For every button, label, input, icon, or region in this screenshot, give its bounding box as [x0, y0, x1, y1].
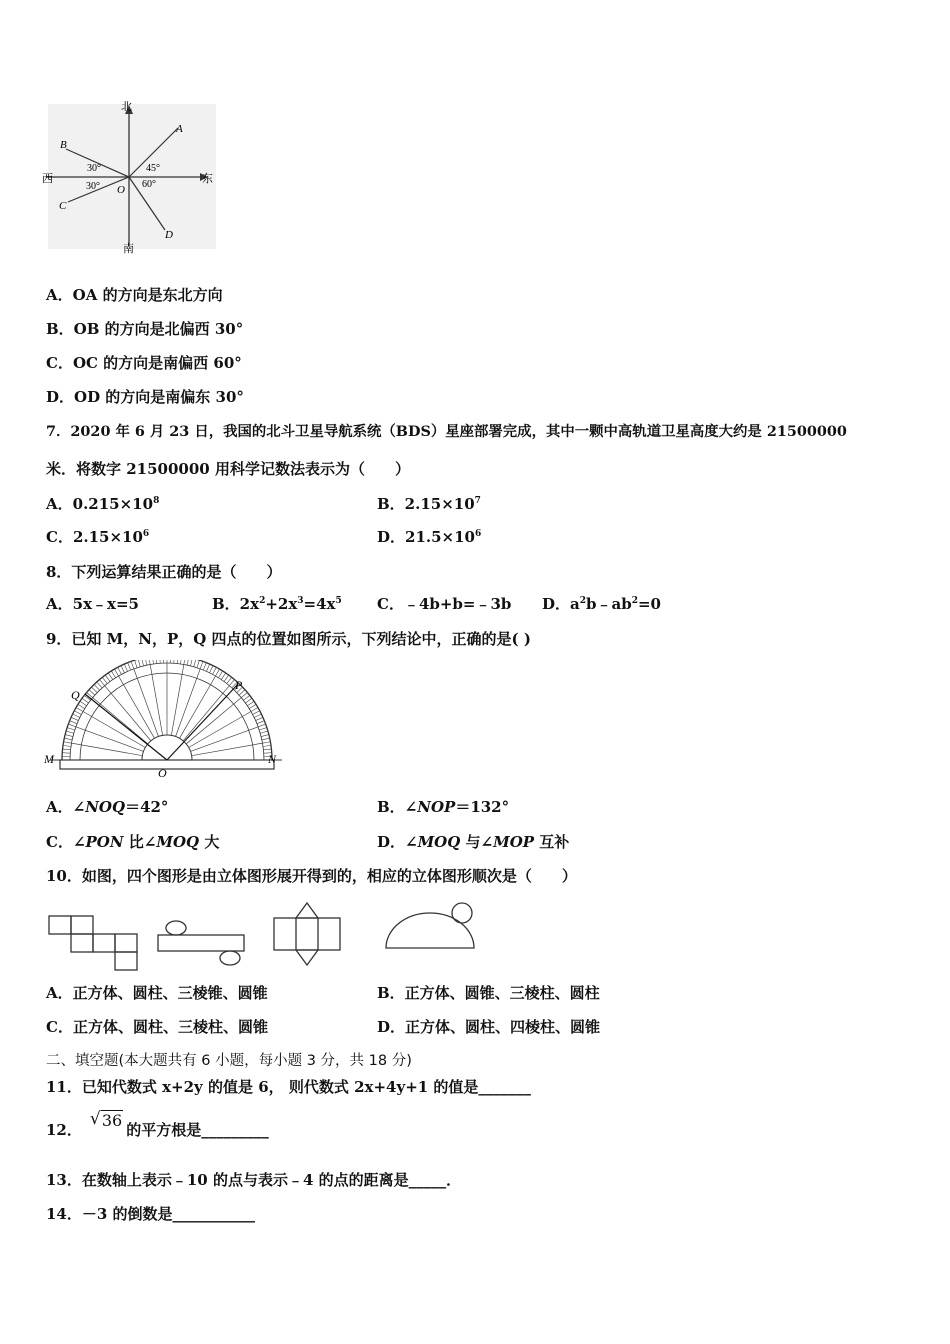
protractor-tick	[259, 728, 267, 730]
protractor-tick	[177, 660, 178, 664]
point-q-label: Q	[71, 688, 80, 702]
protractor-tick	[87, 693, 93, 698]
protractor-tick	[138, 660, 140, 667]
point-a-label: A	[176, 123, 183, 135]
protractor-tick	[111, 671, 115, 678]
protractor-tick	[62, 753, 70, 754]
south-label: 南	[123, 243, 134, 255]
sqrt-expression: √ 36	[89, 1109, 123, 1130]
q10-option-a: A．正方体、圆柱、三棱锥、圆锥	[46, 984, 268, 1002]
q12	[46, 1109, 269, 1140]
point-o-label: O	[158, 766, 167, 780]
protractor-tick	[76, 708, 83, 712]
protractor-tick	[70, 721, 77, 724]
protractor-tick	[121, 666, 125, 673]
point-d-label: D	[165, 229, 173, 241]
protractor-tick	[102, 677, 107, 683]
angle-label: 60°	[142, 179, 156, 190]
east-label: 东	[202, 173, 213, 185]
protractor-tick	[152, 660, 153, 664]
q7-option-b: B．$2.15\times 10^7$	[377, 495, 481, 513]
q9-option-d: D．∠MOQ 与∠MOP 互补	[377, 833, 570, 851]
protractor-tick	[89, 690, 95, 695]
protractor-spoke	[71, 743, 142, 756]
cone-net	[386, 903, 474, 948]
protractor-tick	[243, 695, 249, 700]
protractor-tick	[206, 664, 209, 671]
protractor-tick	[213, 667, 217, 674]
protractor-tick	[80, 701, 87, 705]
angle-label: 30°	[86, 181, 100, 192]
angle-label: 30°	[87, 163, 101, 174]
protractor-tick	[190, 660, 192, 666]
protractor-tick	[221, 673, 225, 680]
protractor-tick	[180, 660, 181, 664]
protractor-tick	[262, 738, 270, 740]
protractor-tick	[263, 742, 271, 743]
protractor-figure	[42, 660, 287, 780]
north-label: 北	[121, 101, 132, 113]
protractor-tick	[187, 660, 189, 665]
compass-diagram	[40, 96, 220, 256]
protractor-tick	[65, 735, 73, 737]
q10-option-d: D．正方体、圆柱、四棱柱、圆锥	[377, 1018, 601, 1036]
protractor-tick	[210, 666, 214, 673]
point-p-label: P	[235, 678, 243, 692]
protractor-tick	[118, 667, 122, 674]
q6-option-b: B．OB 的方向是北偏西 30°	[46, 320, 244, 338]
protractor-tick	[149, 660, 150, 664]
cube-net	[49, 916, 137, 970]
protractor-tick	[67, 728, 75, 730]
west-label: 西	[42, 173, 53, 185]
protractor-tick	[194, 660, 196, 667]
protractor-tick	[71, 717, 78, 720]
protractor-tick	[216, 669, 220, 676]
protractor-tick	[174, 660, 175, 663]
protractor-tick	[145, 660, 147, 665]
protractor-tick	[224, 675, 229, 681]
q9-stem: 9．已知 M，N，P，Q 四点的位置如图所示，下列结论中，正确的是( )	[46, 630, 531, 648]
protractor-tick	[91, 687, 97, 693]
protractor-spoke	[176, 669, 201, 737]
protractor-tick	[64, 742, 72, 743]
protractor-spoke	[76, 727, 144, 752]
protractor-tick	[227, 677, 232, 683]
q12-number: 12．	[46, 1121, 82, 1139]
q9-option-c: C．∠PON 比∠MOQ 大	[46, 833, 220, 851]
protractor-tick	[241, 693, 247, 698]
protractor-tick	[131, 661, 134, 669]
protractor-tick	[105, 675, 110, 681]
q6-option-c: C．OC 的方向是南偏西 60°	[46, 354, 242, 372]
protractor-tick	[100, 680, 105, 686]
protractor-tick	[184, 660, 185, 664]
q7-option-a: A．$0.215\times 10^8$	[46, 495, 160, 513]
protractor-tick	[97, 682, 102, 688]
protractor-tick	[197, 660, 199, 668]
protractor-spoke	[134, 669, 159, 737]
cylinder-net	[158, 921, 244, 965]
protractor-tick	[253, 711, 260, 715]
protractor-spoke	[119, 676, 155, 738]
q8-stem: 8．下列运算结果正确的是（ ）	[46, 563, 282, 581]
point-o-label: O	[117, 184, 125, 196]
q11: 11．已知代数式 x+2y 的值是 6， 则代数式 2x+4y+1 的值是_______	[46, 1078, 531, 1096]
protractor-tick	[108, 673, 112, 680]
q9-option-b: B．∠NOP＝132°	[377, 798, 510, 816]
protractor-diagram	[42, 660, 287, 780]
q14: 14．－3 的倒数是___________	[46, 1205, 256, 1223]
protractor-tick	[247, 701, 254, 705]
point-m-label: M	[44, 752, 54, 766]
q13: 13．在数轴上表示﹣10 的点与表示﹣4 的点的距离是_____．	[46, 1171, 462, 1189]
protractor-tick	[260, 731, 268, 733]
protractor-tick	[68, 724, 76, 727]
protractor-tick	[203, 663, 206, 670]
protractor-spoke	[190, 727, 258, 752]
protractor-spoke	[171, 664, 184, 735]
angle-label: 45°	[146, 163, 160, 174]
protractor-tick	[251, 708, 258, 712]
protractor-tick	[73, 714, 80, 718]
protractor-tick	[229, 680, 234, 686]
protractor-tick	[115, 669, 119, 676]
protractor-spokes	[62, 660, 272, 760]
compass-figure	[40, 96, 220, 256]
protractor-tick	[74, 711, 81, 715]
ray-op	[167, 684, 238, 760]
protractor-tick	[142, 660, 144, 666]
protractor-tick	[258, 724, 266, 727]
protractor-tick	[64, 738, 72, 740]
q10-option-b: B．正方体、圆锥、三棱柱、圆柱	[377, 984, 600, 1002]
nets-diagram	[44, 900, 484, 972]
q8-option-c: C．﹣4b+b=﹣3b	[377, 595, 512, 613]
prism-net	[274, 903, 340, 965]
protractor-tick	[63, 745, 71, 746]
q7-option-c: C．$2.15\times 10^6$	[46, 528, 150, 546]
protractor-spoke	[189, 712, 251, 748]
protractor-tick	[63, 749, 71, 750]
protractor-tick	[128, 663, 131, 670]
protractor-spoke	[150, 664, 163, 735]
protractor-tick	[256, 717, 263, 720]
nets-figure	[44, 900, 484, 972]
section2-heading: 二、填空题(本大题共有 6 小题，每小题 3 分，共 18 分)	[46, 1053, 412, 1069]
protractor-tick	[78, 704, 85, 708]
q10-option-c: C．正方体、圆柱、三棱柱、圆锥	[46, 1018, 268, 1036]
protractor-tick	[261, 735, 269, 737]
protractor-tick	[135, 660, 137, 668]
q12-text: 的平方根是_________	[126, 1121, 269, 1139]
point-b-label: B	[60, 139, 67, 151]
protractor-tick	[82, 698, 88, 703]
point-c-label: C	[59, 200, 67, 212]
protractor-tick	[200, 661, 203, 669]
protractor-tick	[156, 660, 157, 664]
protractor-tick	[94, 684, 100, 690]
protractor-spoke	[192, 743, 263, 756]
protractor-tick	[263, 749, 271, 750]
protractor-tick	[66, 731, 74, 733]
q7-option-d: D．$21.5\times 10^6$	[377, 528, 482, 546]
q8-option-b: B．$2x^2+2x^3=4x^5$	[212, 595, 342, 613]
q8-option-a: A．5x﹣x=5	[46, 595, 139, 613]
q9-option-a: A．∠NOQ＝42°	[46, 798, 169, 816]
protractor-base	[60, 760, 274, 769]
q7-stem-line1: 7．2020 年 6 月 23 日，我国的北斗卫星导航系统（BDS）星座部署完成，其中一颗中高轨道卫星高度大约是 21500000	[46, 423, 847, 440]
sqrt-radicand: 36	[101, 1111, 123, 1130]
protractor-tick	[245, 698, 251, 703]
protractor-tick	[254, 714, 261, 718]
q6-option-d: D．OD 的方向是南偏东 30°	[46, 388, 244, 406]
point-n-label: N	[268, 752, 277, 766]
protractor-tick	[257, 721, 264, 724]
protractor-spoke	[180, 676, 216, 738]
protractor-tick	[249, 704, 256, 708]
protractor-tick	[263, 745, 271, 746]
protractor-tick	[124, 664, 127, 671]
q10-stem: 10．如图，四个图形是由立体图形展开得到的，相应的立体图形顺次是（ ）	[46, 867, 577, 885]
q6-option-a: A．OA 的方向是东北方向	[46, 286, 223, 304]
q8-option-d: D．$a^2b﹣ab^2=0$	[542, 595, 661, 613]
q7-stem-line2: 米．将数字 21500000 用科学记数法表示为（ ）	[46, 460, 410, 478]
protractor-tick	[160, 660, 161, 663]
protractor-tick	[218, 671, 222, 678]
